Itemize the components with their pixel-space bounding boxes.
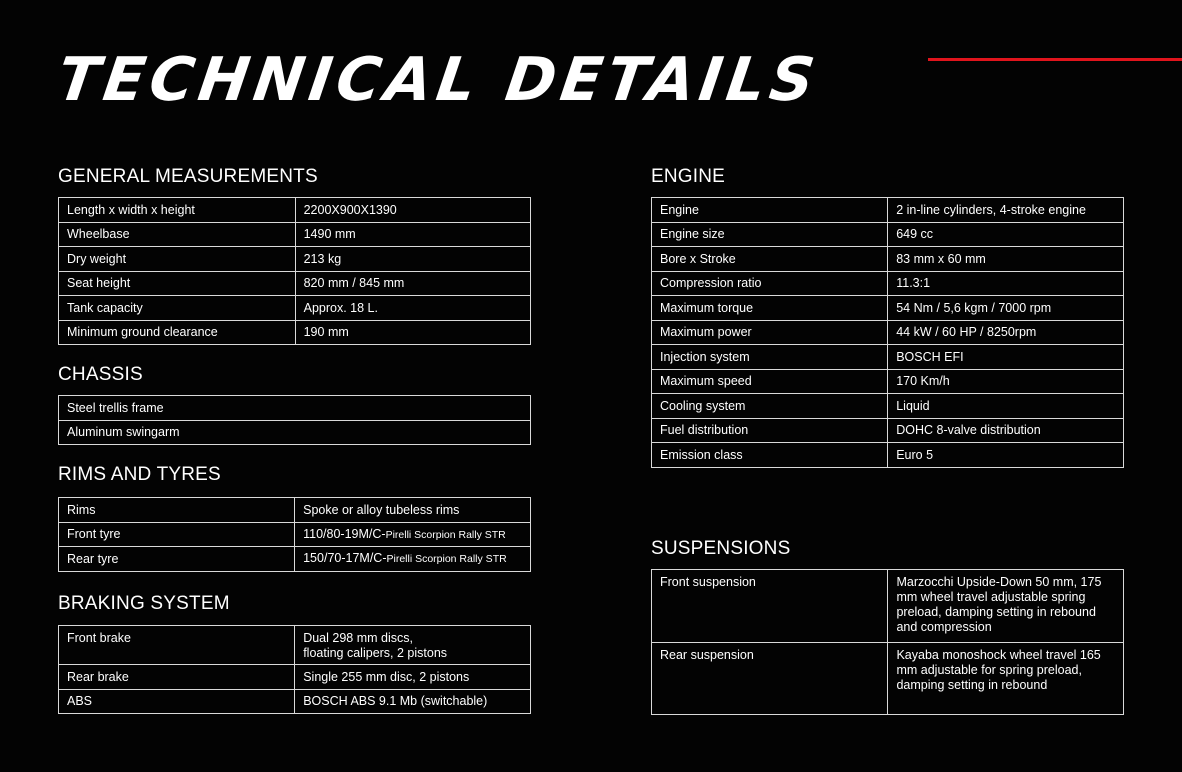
tyre-model: Pirelli Scorpion Rally STR [385,528,506,541]
spec-label: Maximum torque [652,296,888,321]
spec-value [295,626,531,665]
spec-label: Rear brake [59,665,295,690]
table-row [652,296,1124,321]
general-heading: GENERAL MEASUREMENTS [58,166,318,187]
table-row [59,247,531,272]
rims-table [58,497,531,572]
spec-value: 820 mm / 845 mm [295,271,530,296]
spec-label: Engine size [652,222,888,247]
spec-label: Emission class [652,443,888,468]
spec-label: Injection system [652,345,888,370]
spec-value: Approx. 18 L. [295,296,530,321]
table-row [59,626,531,665]
spec-value: 213 kg [295,247,530,272]
table-row [59,420,531,445]
table-row [652,570,1124,643]
spec-value: Euro 5 [888,443,1124,468]
spec-value: 190 mm [295,320,530,345]
spec-label: Front brake [59,626,295,665]
table-row [59,320,531,345]
spec-label: Minimum ground clearance [59,320,296,345]
spec-value: DOHC 8-valve distribution [888,418,1124,443]
spec-label: Tank capacity [59,296,296,321]
spec-label: Front suspension [652,570,888,643]
spec-label: Compression ratio [652,271,888,296]
suspensions-heading: SUSPENSIONS [651,538,791,559]
table-row [59,271,531,296]
table-row [59,198,531,223]
tyre-size: 150/70-17M/C- [303,551,387,566]
table-row [59,547,531,572]
spec-label: Maximum power [652,320,888,345]
spec-label: Length x width x height [59,198,296,223]
table-row [652,394,1124,419]
spec-label: Cooling system [652,394,888,419]
spec-value: 54 Nm / 5,6 kgm / 7000 rpm [888,296,1124,321]
spec-value: Spoke or alloy tubeless rims [295,498,531,523]
table-row [59,522,531,547]
spec-value: 1490 mm [295,222,530,247]
spec-value: Kayaba monoshock wheel travel 165 mm adjustable for spring preload, damping setting in rebound [888,643,1124,715]
accent-line [928,58,1182,61]
spec-value: BOSCH EFI [888,345,1124,370]
tyre-size: 110/80-19M/C- [303,526,386,541]
spec-value: BOSCH ABS 9.1 Mb (switchable) [295,689,531,714]
table-row [652,345,1124,370]
spec-value: Marzocchi Upside-Down 50 mm, 175 mm wheel travel adjustable spring preload, damping setting in rebound and compression [888,570,1124,643]
table-row [652,369,1124,394]
spec-value: 170 Km/h [888,369,1124,394]
spec-value: 2 in-line cylinders, 4-stroke engine [888,198,1124,223]
spec-value: Aluminum swingarm [59,420,531,445]
table-row [59,396,531,421]
spec-label: Fuel distribution [652,418,888,443]
spec-label: Wheelbase [59,222,296,247]
braking-heading: BRAKING SYSTEM [58,593,230,614]
spec-label: Engine [652,198,888,223]
spec-label: Front tyre [59,522,295,547]
table-row [652,418,1124,443]
spec-label: Bore x Stroke [652,247,888,272]
engine-heading: ENGINE [651,166,726,187]
table-row [652,247,1124,272]
spec-value: 83 mm x 60 mm [888,247,1124,272]
spec-label: Seat height [59,271,296,296]
spec-label: Maximum speed [652,369,888,394]
chassis-heading: CHASSIS [58,364,143,385]
table-row [652,443,1124,468]
spec-label: Rear tyre [59,547,295,572]
table-row [59,222,531,247]
table-row [652,320,1124,345]
chassis-table [58,395,531,445]
table-row [59,498,531,523]
spec-label: Rear suspension [652,643,888,715]
spec-label: Rims [59,498,295,523]
spec-value: 44 kW / 60 HP / 8250rpm [888,320,1124,345]
spec-value: 2200X900X1390 [295,198,530,223]
table-row [652,271,1124,296]
spec-value: 11.3:1 [888,271,1124,296]
spec-value: 649 cc [888,222,1124,247]
spec-value [295,522,531,547]
page-title: TECHNICAL DETAILS [53,45,824,115]
spec-value: Liquid [888,394,1124,419]
general-table [58,197,531,345]
tyre-model: Pirelli Scorpion Rally STR [386,553,507,566]
spec-label: Dry weight [59,247,296,272]
spec-label: ABS [59,689,295,714]
brake-line-2: floating calipers, 2 pistons [303,646,448,660]
table-row [59,665,531,690]
spec-value: Single 255 mm disc, 2 pistons [295,665,531,690]
engine-table [651,197,1124,468]
table-row [59,296,531,321]
table-row [59,689,531,714]
braking-table [58,625,531,714]
brake-line-1: Dual 298 mm discs, [303,631,413,645]
spec-value: Steel trellis frame [59,396,531,421]
table-row [652,198,1124,223]
spec-value [295,547,531,572]
rims-heading: RIMS AND TYRES [58,464,221,485]
suspensions-table [651,569,1124,715]
table-row [652,643,1124,715]
table-row [652,222,1124,247]
